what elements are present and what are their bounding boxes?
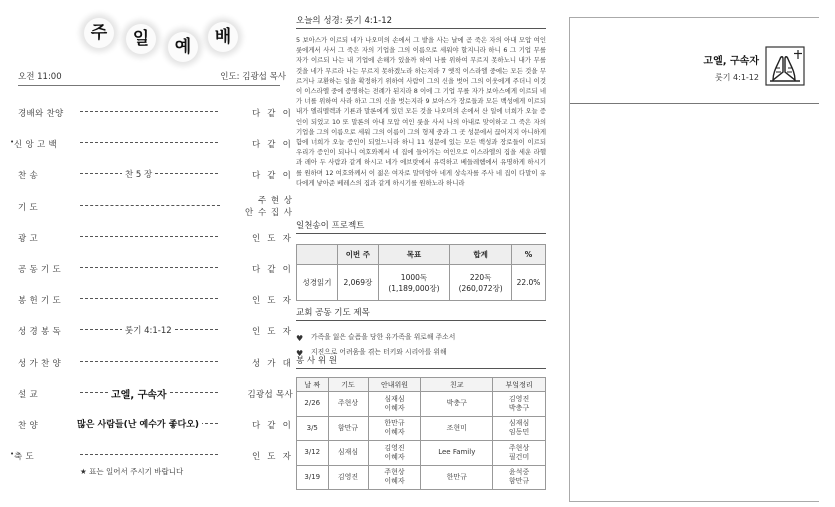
service-cell: 주현상 필건미 (493, 441, 546, 466)
order-item-detail: 많은 사람들(난 예수가 좋다오) (74, 417, 202, 430)
praying-hands-icon (765, 46, 805, 86)
order-item-label: 경배와 찬양 (18, 109, 64, 119)
service-cell: 3/19 (297, 465, 329, 490)
leader-line (80, 142, 218, 143)
service-column-header: 친교 (421, 378, 493, 392)
leader-line (80, 361, 218, 362)
order-item (18, 192, 293, 223)
sermon-reference: 룻기 4:1-12 (715, 73, 759, 82)
order-item (18, 410, 293, 441)
leader-line (80, 298, 218, 299)
order-item (18, 254, 293, 285)
order-item (18, 316, 293, 347)
project-column-header (297, 245, 338, 265)
sermon-title: 고엘, 구속자 (703, 56, 759, 67)
service-cell: 2/26 (297, 392, 329, 417)
order-item-label: 광 고 (18, 233, 39, 244)
table-row (297, 441, 546, 466)
order-item-leader: 성 가 대 (251, 358, 293, 369)
service-column-header: 기도 (328, 378, 368, 392)
service-cell: 한만규 이혜자 (368, 416, 421, 441)
worship-title (80, 16, 240, 60)
order-item-label: 축 도 (14, 452, 35, 463)
project-cell: 22.0% (512, 265, 546, 301)
table-row (297, 392, 546, 417)
order-item (18, 223, 293, 254)
service-cell: 조현미 (421, 416, 493, 441)
project-cell: 2,069장 (338, 265, 379, 301)
project-column-header: 합계 (450, 245, 512, 265)
scripture-heading: 오늘의 성경: 룻기 4:1-12 (296, 14, 546, 29)
order-item-label: 성 가 찬 양 (18, 358, 62, 369)
service-cell: 3/5 (297, 416, 329, 441)
title-char: 배 (208, 22, 238, 52)
order-item (10, 129, 293, 160)
service-cell: 김영진 박충구 (493, 392, 546, 417)
prayer-list (296, 331, 546, 356)
order-of-worship (10, 98, 293, 472)
service-cell: 박충구 (421, 392, 493, 417)
order-item-label: 기 도 (18, 202, 39, 213)
heart-bullet-icon: ♥ (296, 348, 304, 358)
prayer-item-text: 가족을 잃은 슬픔을 당한 유가족을 위로해 주소서 (311, 333, 456, 341)
service-cell: 윤석중 함만규 (493, 465, 546, 490)
title-char: 주 (84, 18, 114, 48)
prayer-section (296, 306, 546, 361)
prayer-item (296, 331, 546, 341)
service-column-header: 안내위원 (368, 378, 421, 392)
prayer-item-text: 지진으로 어려움을 겪는 터키와 시리아를 위해 (311, 348, 447, 356)
order-item-detail: 고엘, 구속자 (108, 386, 170, 401)
project-cell: 성경읽기 (297, 265, 338, 301)
service-table (296, 377, 546, 490)
order-item (18, 98, 293, 129)
worship-order-panel (10, 8, 293, 503)
service-time: 오전 11:00 (18, 72, 62, 82)
order-item-label: 설 교 (18, 389, 39, 400)
project-column-header: 이번 주 (338, 245, 379, 265)
order-item-label: 봉 헌 기 도 (18, 296, 62, 307)
order-item-detail: 찬 5 장 (122, 168, 155, 180)
service-cell: 주현상 (328, 392, 368, 417)
service-column-header: 부엌정리 (493, 378, 546, 392)
heart-bullet-icon: ♥ (296, 333, 304, 343)
service-cell: 심재심 임동민 (493, 416, 546, 441)
scripture-text: 5 보아스가 이르되 네가 나오미의 손에서 그 밭을 사는 날에 곧 죽은 자의 아내 모압 여인 룻에게서 사서 그 죽은 자의 기업을 그의 이름으로 세워야 할지니라 하니 6 그 기업 무를 자가 이르되 나는 내 기업에 손해가 있을까 하여 나를 위하여 무르지 못하노니 내가 무를 것을 네가 무르라 나는 무르지 못하겠노라 하는지라 7 옛적 이스라엘 중에는 모든 것을 무르거나 교환하는 일을 확정하기 위하여 사람이 그의 신을 벗어 그의 이웃에게 주더니 이것이 이스라엘 중에 증명하는 전례가 된지라 8 이에 그 기업 무를 자가 보아스에게 이르되 네가 너를 위하여 사라 하고 그의 신을 벗는지라 9 보아스가 장로들과 모든 백성에게 이르되 내가 엘리멜렉과 기룐과 말론에게 있던 모든 것을 나오미의 손에서 산 일에 너희가 오늘 증인이 되었고 10 또 말론의 아내 모압 여인 룻을 사서 나의 아내로 맞이하고 그 죽은 자의 기업을 그의 이름으로 세워 그의 이름이 그의 형제 중과 그 곳 성문에서 끊어지지 아니하게 함에 너희가 오늘 증인이 되었느니라 하니 11 성문에 있는 모든 백성과 장로들이 이르되 우리가 증인이 되나니 여호와께서 네 집에 들어가는 여인으로 이스라엘의 집을 세운 라헬과 레아 두 사람과 같게 하시고 네가 에브랏에서 유력하고 베들레헴에서 유명하게 하시기를 원하며 12 여호와께서 이 젊은 여자로 말미암아 네게 상속자를 주사 네 집이 다말이 유다에게 낳아준 베레스의 집과 같게 하시기를 원하노라 하니라 (296, 36, 546, 187)
service-column-header: 날 짜 (297, 378, 329, 392)
info-panel (296, 14, 546, 494)
service-cell: 3/12 (297, 441, 329, 466)
title-char: 예 (168, 32, 198, 62)
service-cell: 함만규 (328, 416, 368, 441)
sermon-header (570, 44, 819, 104)
standing-note: ★ 표는 일어서 주시기 바랍니다 (80, 467, 184, 476)
leader-line (80, 267, 218, 268)
order-item-label: 공 동 기 도 (18, 264, 62, 275)
table-row (297, 465, 546, 490)
order-item-label: 신 앙 고 백 (14, 140, 58, 151)
project-column-header: % (512, 245, 546, 265)
service-leader: 인도: 김광섭 목사 (220, 72, 286, 82)
reading-project-section (296, 219, 546, 301)
leader-line (80, 236, 218, 237)
standing-marker: • (10, 450, 15, 459)
reading-project-heading: 일천송이 프로젝트 (296, 219, 546, 234)
order-item-detail: 룻기 4:1-12 (122, 324, 175, 336)
order-item-leader: 다 같 이 (251, 109, 293, 119)
service-cell: 김영진 이혜자 (368, 441, 421, 466)
project-column-header: 목표 (378, 245, 450, 265)
leader-line (80, 454, 218, 455)
order-item (18, 160, 293, 191)
order-item-leader: 주 현 상 안 수 집 사 (245, 195, 293, 218)
order-item (18, 348, 293, 379)
project-cell: 1000독 (1,189,000장) (378, 265, 450, 301)
order-item-leader: 인 도 자 (251, 327, 293, 338)
prayer-heading: 교회 공동 기도 제목 (296, 306, 546, 321)
service-section (296, 354, 546, 490)
order-item-leader: 김광섭 목사 (247, 389, 293, 400)
order-item (18, 379, 293, 410)
service-meta (18, 70, 286, 86)
service-cell: 심재심 이혜자 (368, 392, 421, 417)
order-item-leader: 다 같 이 (251, 420, 293, 431)
reading-project-table (296, 244, 546, 301)
order-item-leader: 인 도 자 (251, 452, 293, 463)
leader-line (80, 111, 218, 112)
order-item-label: 성 경 봉 독 (18, 327, 62, 338)
order-item-label: 찬 송 (18, 171, 39, 182)
sermon-notes-panel (569, 17, 819, 502)
service-heading: 봉 사 위 원 (296, 354, 546, 369)
order-item-leader: 다 같 이 (251, 140, 293, 151)
service-cell: 주현상 이혜자 (368, 465, 421, 490)
standing-marker: • (10, 138, 15, 147)
service-cell: Lee Family (421, 441, 493, 466)
order-item-leader: 다 같 이 (251, 264, 293, 275)
service-cell: 한만규 (421, 465, 493, 490)
project-cell: 220독 (260,072장) (450, 265, 512, 301)
order-item-leader: 인 도 자 (251, 233, 293, 244)
service-cell: 심재심 (328, 441, 368, 466)
service-cell: 김영진 (328, 465, 368, 490)
table-row (297, 416, 546, 441)
leader-line (80, 205, 220, 206)
order-item-leader: 다 같 이 (251, 171, 293, 182)
title-char: 일 (126, 24, 156, 54)
order-item-leader: 인 도 자 (251, 296, 293, 307)
order-item-label: 찬 양 (18, 420, 39, 431)
order-item (18, 285, 293, 316)
